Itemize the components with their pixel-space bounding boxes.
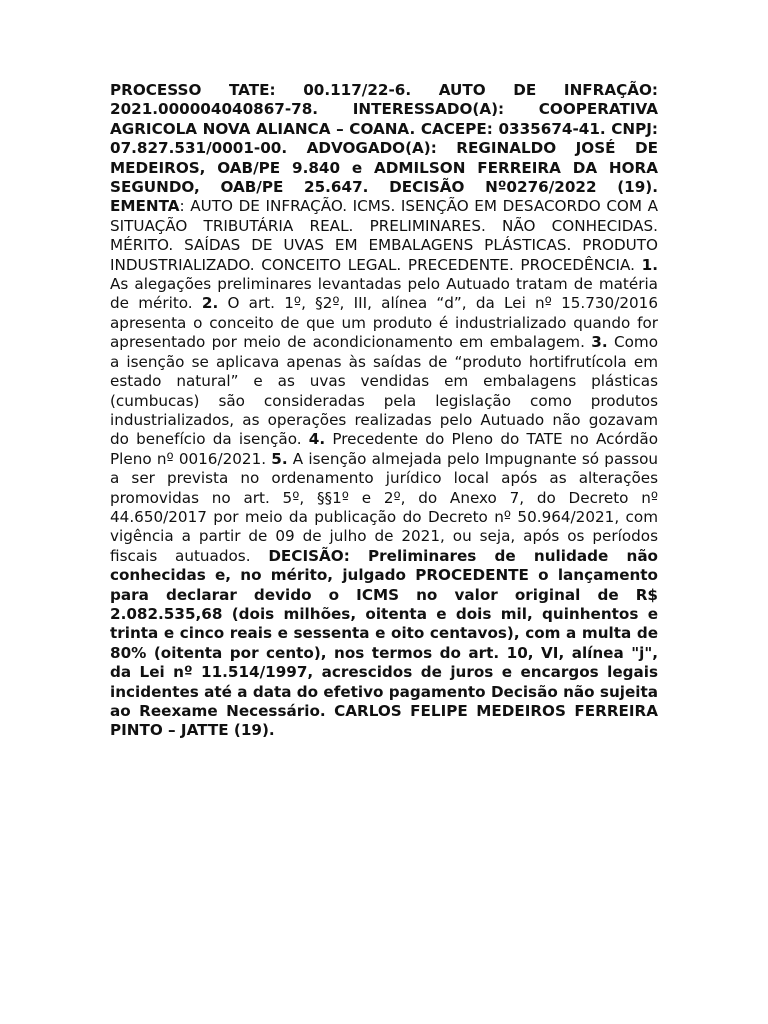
item-text-1: As alegações preliminares levantadas pelo Autuado tratam de matéria de mérito. [110, 275, 658, 313]
decision-text: DECISÃO: Preliminares de nulidade não conhecidas e, no mérito, julgado PROCEDENTE o lançamento para declarar devido o ICMS no valor original de R$ 2.082.535,68 (dois milhões, oitenta e dois mil, quinhentos e trinta e cinco reais e sessenta e oito centavos), com a multa de 80% (oitenta por cento), nos termos do art. 10, VI, alínea "j", da Lei nº 11.514/1997, acrescidos de juros e encargos legais incidentes até a data do efetivo pagamento Decisão não sujeita ao Reexame Necessário. CARLOS FELIPE MEDEIROS FERREIRA PINTO – JATTE (19). [110, 546, 658, 740]
item-text-5: A isenção almejada pelo Impugnante só passou a ser prevista no ordenamento jurídico local após as alterações promovidas no art. 5º, §§1º e 2º, do Anexo 7, do Decreto nº 44.650/2017 por meio da publicação do Decreto nº 50.964/2021, com vigência a partir de 09 de julho de 2021, ou seja, após os períodos fiscais autuados. [110, 449, 658, 565]
item-number-4: 4. [308, 430, 326, 449]
item-text-2: O art. 1º, §2º, III, alínea “d”, da Lei nº 15.730/2016 apresenta o conceito de que um produto é industrializado quando for apresentado por meio de acondicionamento em embalagem. [110, 294, 658, 352]
item-number-3: 3. [591, 333, 608, 352]
item-text-3: Como a isenção se aplicava apenas às saídas de “produto hortifrutícola em estado natural” e as uvas vendidas em embalagens plásticas (cumbucas) são consideradas pela legislação como produtos industrializados, as operações realizadas pelo Autuado não gozavam do benefício da isenção. [110, 333, 658, 449]
item-text-4: Precedente do Pleno do TATE no Acórdão Pleno nº 0016/2021. [110, 430, 658, 468]
header-and-ementa-label: PROCESSO TATE: 00.117/22-6. AUTO DE INFRAÇÃO: 2021.000004040867-78. INTERESSADO(A): COOPERATIVA AGRICOLA NOVA ALIANCA – COANA. CACEPE: 0335674-41. CNPJ: 07.827.531/0001-00. ADVOGADO(A): REGINALDO JOSÉ DE MEDEIROS, OAB/PE 9.840 e ADMILSON FERREIRA DA HORA SEGUNDO, OAB/PE 25.647. DECISÃO Nº0276/2022 (19). EMENTA [110, 81, 658, 216]
item-number-1: 1. [641, 255, 658, 274]
ementa-summary: : AUTO DE INFRAÇÃO. ICMS. ISENÇÃO EM DESACORDO COM A SITUAÇÃO TRIBUTÁRIA REAL. PRELIMINARES. NÃO CONHECIDAS. MÉRITO. SAÍDAS DE UVAS EM EMBALAGENS PLÁSTICAS. PRODUTO INDUSTRIALIZADO. CONCEITO LEGAL. PRECEDENTE. PROCEDÊNCIA. [110, 197, 658, 274]
decision-paragraph [110, 81, 658, 741]
item-number-5: 5. [271, 449, 288, 468]
item-number-2: 2. [201, 294, 219, 313]
document-page [110, 81, 658, 741]
